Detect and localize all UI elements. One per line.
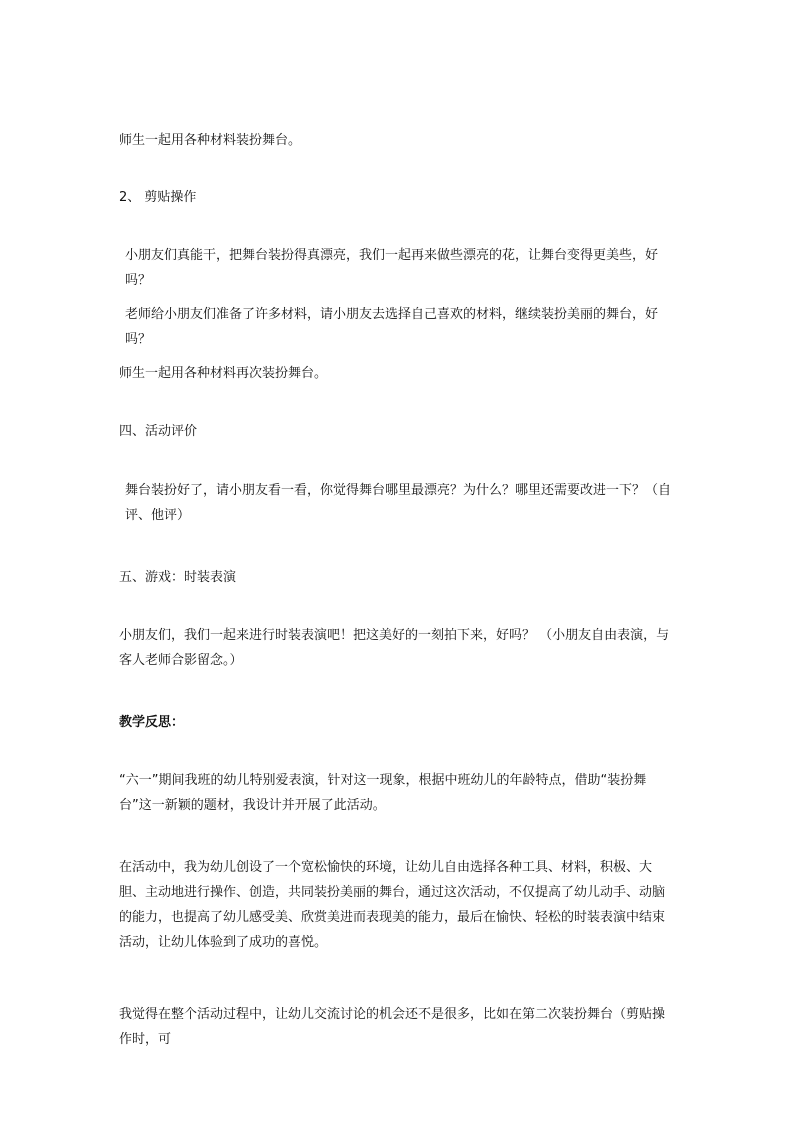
paragraph-reflection-1: “六一”期间我班的幼儿特别爱表演，针对这一现象，根据中班幼儿的年龄特点，借助“装扮舞台”这一新颖的题材，我设计并开展了此活动。 [119,773,647,813]
heading-cut-paste: 2、 剪贴操作 [119,190,197,205]
paragraph-stage-decoration: 师生一起用各种材料装扮舞台。 [119,133,302,148]
heading-fashion-show: 五、游戏：时装表演 [119,570,237,585]
paragraph-reflection-2: 在活动中，我为幼儿创设了一个宽松愉快的环境，让幼儿自由选择各种工具、材料，积极、大胆、主动地进行操作、创造，共同装扮美丽的舞台，通过这次活动，不仅提高了幼儿动手、动脑的能力，也提高了幼儿感受美、欣赏美进而表现美的能力，最后在愉快、轻松的时装表演中结束活动，让幼儿体验到了成功的喜悦。 [119,860,666,950]
heading-evaluation: 四、活动评价 [119,424,198,439]
heading-teaching-reflection: 教学反思： [119,715,185,730]
paragraph-decorate-again: 师生一起用各种材料再次装扮舞台。 [119,366,328,381]
paragraph-fashion-show: 小朋友们，我们一起来进行时装表演吧！把这美好的一刻拍下来，好吗？ （小朋友自由表演，与客人老师合影留念。） [119,628,670,668]
paragraph-reflection-3: 我觉得在整个活动过程中，让幼儿交流讨论的机会还不是很多，比如在第二次装扮舞台（剪贴操作时，可 [119,1007,666,1047]
paragraph-materials: 老师给小朋友们准备了许多材料，请小朋友去选择自己喜欢的材料，继续装扮美丽的舞台，好吗？ [125,307,659,347]
paragraph-make-flowers: 小朋友们真能干，把舞台装扮得真漂亮，我们一起再来做些漂亮的花，让舞台变得更美些，好吗？ [125,248,659,288]
paragraph-evaluation: 舞台装扮好了，请小朋友看一看，你觉得舞台哪里最漂亮？为什么？哪里还需要改进一下？（自评、他评） [125,483,672,523]
